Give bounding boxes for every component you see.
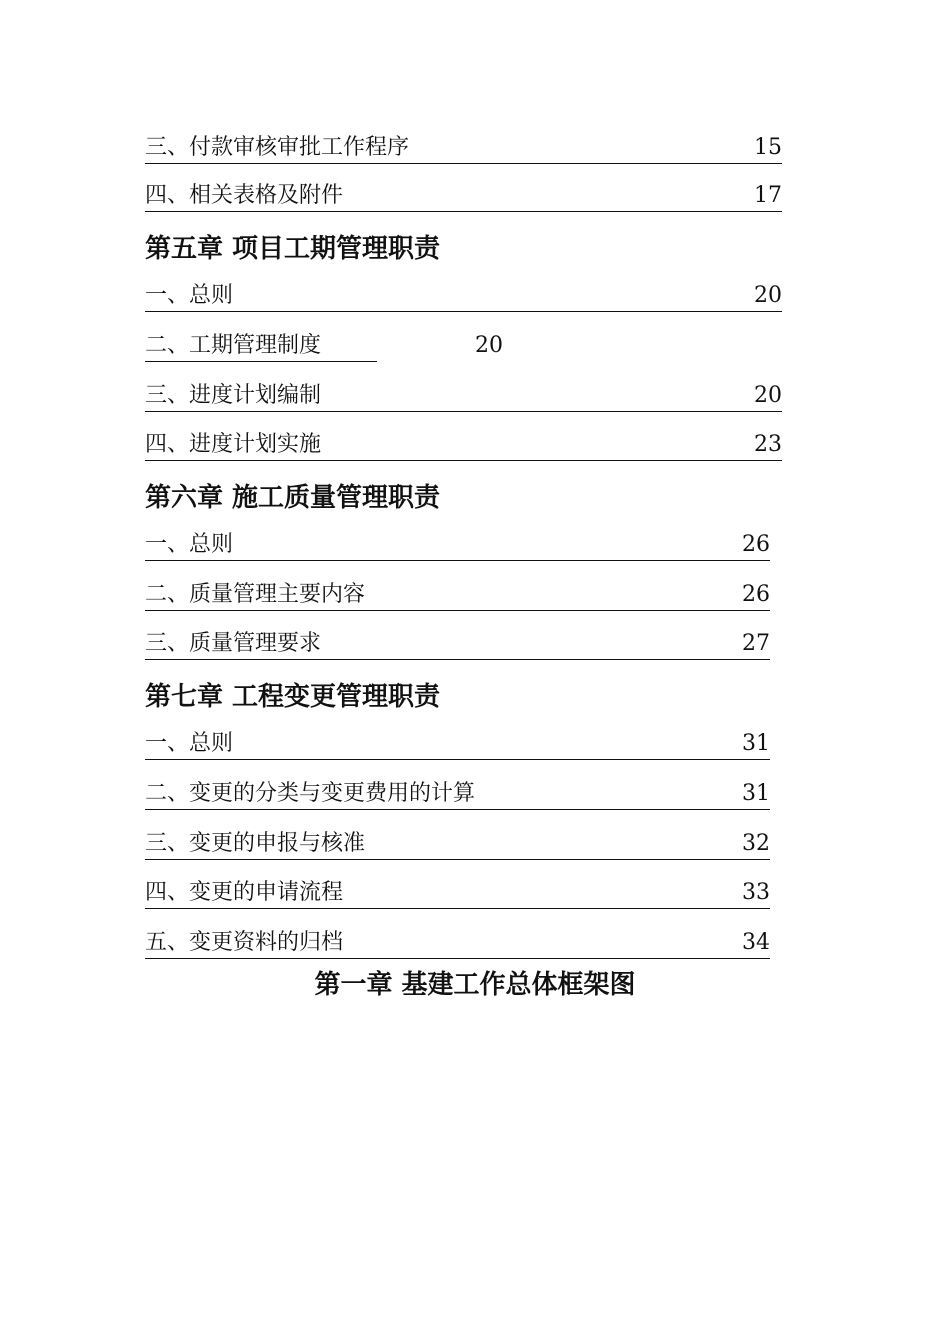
toc-entry[interactable] bbox=[145, 332, 503, 362]
toc-entry-label: 四、进度计划实施 bbox=[145, 432, 322, 457]
toc-entry[interactable] bbox=[145, 134, 782, 164]
toc-entry[interactable] bbox=[145, 780, 770, 810]
toc-entry-label: 四、变更的申请流程 bbox=[145, 880, 344, 905]
chapter-heading: 第六章 施工质量管理职责 bbox=[145, 483, 441, 513]
toc-entry-page: 26 bbox=[742, 582, 770, 607]
toc-entry-page: 23 bbox=[754, 432, 782, 457]
toc-entry[interactable] bbox=[145, 282, 782, 312]
toc-entry[interactable] bbox=[145, 730, 770, 760]
toc-entry[interactable] bbox=[145, 929, 770, 959]
toc-entry-label: 二、质量管理主要内容 bbox=[145, 582, 366, 607]
toc-entry-page: 20 bbox=[754, 383, 782, 408]
toc-underline bbox=[145, 809, 770, 810]
toc-entry-page: 15 bbox=[754, 135, 782, 160]
toc-entry-page: 32 bbox=[742, 831, 770, 856]
toc-underline bbox=[145, 211, 782, 212]
toc-entry-label: 五、变更资料的归档 bbox=[145, 930, 344, 955]
toc-entry-label: 三、进度计划编制 bbox=[145, 383, 322, 408]
toc-underline bbox=[145, 411, 782, 412]
toc-underline bbox=[145, 958, 770, 959]
toc-entry-page: 20 bbox=[475, 333, 503, 358]
toc-underline bbox=[145, 163, 782, 164]
toc-entry-page: 31 bbox=[742, 731, 770, 756]
toc-entry[interactable] bbox=[145, 879, 770, 909]
toc-entry-label: 三、质量管理要求 bbox=[145, 631, 322, 656]
toc-underline bbox=[145, 460, 782, 461]
toc-underline bbox=[145, 659, 770, 660]
toc-underline bbox=[145, 859, 770, 860]
toc-entry[interactable] bbox=[145, 382, 782, 412]
chapter-heading: 第七章 工程变更管理职责 bbox=[145, 682, 441, 712]
toc-entry-label: 二、变更的分类与变更费用的计算 bbox=[145, 781, 476, 806]
toc-entry-page: 31 bbox=[742, 781, 770, 806]
toc-underline bbox=[145, 759, 770, 760]
toc-entry[interactable] bbox=[145, 431, 782, 461]
toc-entry-page: 33 bbox=[742, 880, 770, 905]
toc-entry-page: 27 bbox=[742, 631, 770, 656]
toc-entry-label: 二、工期管理制度 bbox=[145, 333, 322, 358]
section-title: 第一章 基建工作总体框架图 bbox=[314, 970, 636, 1000]
toc-underline bbox=[145, 908, 770, 909]
toc-underline bbox=[145, 610, 770, 611]
toc-entry-label: 四、相关表格及附件 bbox=[145, 183, 344, 208]
toc-entry-label: 三、变更的申报与核准 bbox=[145, 831, 366, 856]
toc-entry-page: 17 bbox=[754, 183, 782, 208]
toc-entry[interactable] bbox=[145, 830, 770, 860]
toc-entry-label: 一、总则 bbox=[145, 532, 234, 557]
toc-underline bbox=[145, 311, 782, 312]
toc-entry-page: 26 bbox=[742, 532, 770, 557]
toc-entry[interactable] bbox=[145, 581, 770, 611]
toc-underline bbox=[145, 560, 770, 561]
toc-entry-label: 三、付款审核审批工作程序 bbox=[145, 135, 410, 160]
toc-entry-label: 一、总则 bbox=[145, 731, 234, 756]
toc-entry[interactable] bbox=[145, 531, 770, 561]
toc-entry-label: 一、总则 bbox=[145, 283, 234, 308]
toc-entry-page: 34 bbox=[742, 930, 770, 955]
toc-underline bbox=[145, 361, 377, 362]
toc-entry[interactable] bbox=[145, 182, 782, 212]
toc-entry-page: 20 bbox=[754, 283, 782, 308]
chapter-heading: 第五章 项目工期管理职责 bbox=[145, 234, 441, 264]
toc-entry[interactable] bbox=[145, 630, 770, 660]
